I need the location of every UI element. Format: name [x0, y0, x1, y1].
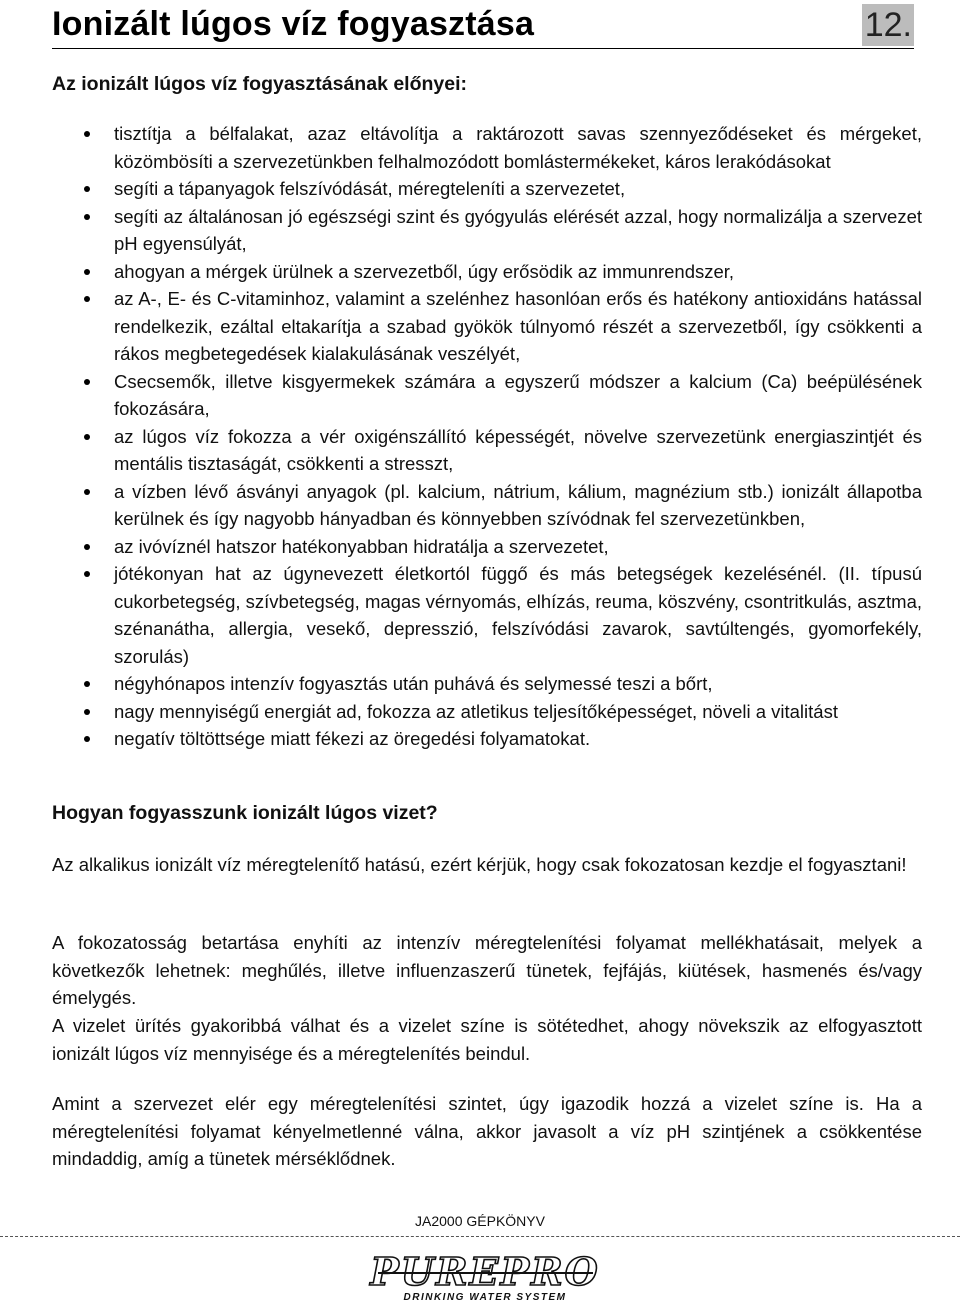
list-item-text: segíti a tápanyagok felszívódását, méregteleníti a szervezetet, [114, 178, 626, 199]
footer-divider [0, 1236, 960, 1237]
list-item [84, 560, 922, 670]
list-item-text: negatív töltöttsége miatt fékezi az öregedési folyamatokat. [114, 728, 591, 749]
bullet-icon [84, 544, 90, 550]
bullet-icon [84, 489, 90, 495]
list-item [84, 533, 922, 561]
bullet-icon [84, 379, 90, 385]
page-title: Ionizált lúgos víz fogyasztása [52, 5, 535, 43]
list-item [84, 478, 922, 533]
list-item [84, 423, 922, 478]
page-number: 12. [862, 4, 914, 46]
logo-tagline: DRINKING WATER SYSTEM [403, 1292, 567, 1303]
bullet-icon [84, 131, 90, 137]
list-item [84, 670, 922, 698]
list-item-text: Csecsemők, illetve kisgyermekek számára a egyszerű módszer a kalcium (Ca) beépülésének fokozására, [114, 370, 922, 419]
logo-wordmark: PUREPRO [370, 1249, 600, 1294]
paragraph: A vizelet ürítés gyakoribbá válhat és a vizelet színe is sötétedhet, ahogy növekszik az elfogyasztott ionizált lúgos víz mennyisége és a méregtelenítés beindul. [52, 1015, 922, 1064]
list-item-text: az A-, E- és C-vitaminhoz, valamint a szelénhez hasonlóan erős és hatékony antioxidáns hatással rendelkezik, ezáltal eltakarítja a szabad gyökök túlnyomó részét a szervezetből, így csökkenti a rákos megbetegedések kialakulásának veszélyét, [114, 288, 922, 364]
list-item [84, 725, 922, 753]
bullet-icon [84, 214, 90, 220]
bullet-icon [84, 571, 90, 577]
bullet-icon [84, 296, 90, 302]
footer-label: JA2000 GÉPKÖNYV [415, 1213, 545, 1229]
list-item-text: ahogyan a mérgek ürülnek a szervezetből, úgy erősödik az immunrendszer, [114, 260, 735, 282]
bullet-icon [84, 709, 90, 715]
bullet-icon [84, 681, 90, 687]
bullet-icon [84, 736, 90, 742]
list-item [84, 258, 922, 286]
list-item-text: az ivóvíznél hatszor hatékonyabban hidratálja a szervezetet, [114, 535, 609, 557]
list-item [84, 368, 922, 423]
list-item [84, 285, 922, 368]
paragraph: A fokozatosság betartása enyhíti az intenzív méregtelenítési folyamat mellékhatásait, melyek a következők lehetnek: meghűlés, illetve influenzaszerű tünetek, fejfájás, kiütések, hasmenés és/vagy émelygés. [52, 932, 922, 1008]
list-item [84, 175, 922, 203]
benefits-heading: Az ionizált lúgos víz fogyasztásának előnyei: [52, 73, 468, 95]
bullet-icon [84, 269, 90, 275]
list-item [84, 120, 922, 175]
list-item-text: nagy mennyiségű energiát ad, fokozza az atletikus teljesítőképességet, növeli a vitalitást [114, 700, 838, 722]
list-item-text: négyhónapos intenzív fogyasztás után puhává és selymessé teszi a bőrt, [114, 673, 713, 694]
list-item-text: az lúgos víz fokozza a vér oxigénszállító képességét, növelve szervezetünk energiaszintjét és mentális tisztaságát, csökkenti a stresszt, [114, 425, 922, 474]
logo-swoosh [378, 1272, 593, 1274]
list-item [84, 203, 922, 258]
list-item-text: a vízben lévő ásványi anyagok (pl. kalcium, nátrium, kálium, magnézium stb.) ionizált állapotba kerülnek és így nagyobb hányadban és könnyebben szívódnak fel szervezetünkben, [114, 480, 922, 529]
page-header [52, 0, 914, 49]
paragraph: Amint a szervezet elér egy méregtelenítési szintet, úgy igazodik hozzá a vizelet színe is. Ha a méregtelenítési folyamat kényelmetlenné válna, akkor javasolt a víz pH szintjének a csökkentése mindaddig, amíg a tünetek mérséklődnek. [52, 1093, 922, 1169]
bullet-icon [84, 434, 90, 440]
list-item [84, 698, 922, 726]
purepro-logo [360, 1250, 610, 1306]
benefits-list [84, 120, 922, 753]
list-item-text: tisztítja a bélfalakat, azaz eltávolítja a raktározott savas szennyeződéseket és mérgeket, közömbösíti a szervezetünkben felhalmozódott bomlástermékeket, káros lerakódásokat [114, 123, 922, 172]
list-item-text: segíti az általánosan jó egészségi szint és gyógyulás elérését azzal, hogy normalizálja a szervezet pH egyensúlyát, [114, 205, 922, 254]
howto-heading: Hogyan fogyasszunk ionizált lúgos vizet? [52, 802, 438, 824]
list-item-text: jótékonyan hat az úgynevezett életkortól függő és más betegségek kezelésénél. (II. típusú cukorbetegség, szívbetegség, magas vérnyomás, elhízás, reuma, köszvény, csontritkulás, asztma, szénanátha, allergia, vesekő, depresszió, felszívódási zavarok, savtúltengés, gyomorfekély, szorulás) [114, 563, 922, 667]
paragraph: Az alkalikus ionizált víz méregtelenítő hatású, ezért kérjük, hogy csak fokozatosan kezdje el fogyasztani! [52, 854, 907, 875]
bullet-icon [84, 186, 90, 192]
